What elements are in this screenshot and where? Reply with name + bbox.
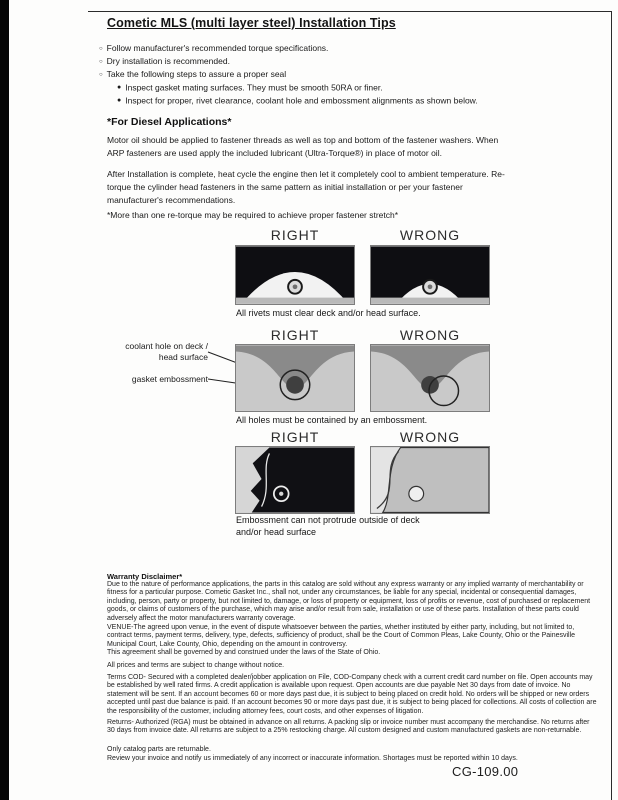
tip-item [99,68,286,82]
tip-sub-item [117,94,478,108]
dot-bullet-icon: ● [117,84,122,91]
circle-bullet-icon: ○ [99,45,103,52]
warranty-paragraph: This agreement shall be governed by and construed under the laws of the State of Ohio. [107,649,381,656]
warranty-paragraph: Returns- Authorized (RGA) must be obtained in advance on all returns. A packing slip or invoice number must accompany the merchandise. No returns after 30 days from invoice date. All returns are subject to a 25% restocking charge. All custom designed and custom manufactured gaskets are non-returnable. [107,719,590,735]
wrong-label: WRONG [399,227,461,243]
diagram-rivet-right [235,245,355,305]
warranty-paragraph: Only catalog parts are returnable. [107,746,211,753]
tip-item [99,42,328,56]
diagram-holes-wrong [370,344,490,412]
diesel-paragraph: Motor oil should be applied to fastener threads as well as top and bottom of the fastener washers. When ARP fasteners are used apply the included lubricant (Ultra-Torque®) in place of motor oil. [107,135,499,158]
tip-text: Inspect gasket mating surfaces. They must be smooth 50RA or finer. [125,82,383,93]
tip-sub-item [117,81,383,95]
tip-text: Take the following steps to assure a proper seal [106,69,287,79]
right-label: RIGHT [270,327,320,343]
diagram-embossment-right [235,446,355,514]
tip-item [99,55,230,69]
wrong-label: WRONG [399,429,461,445]
diagram-embossment-wrong [370,446,490,514]
warranty-heading: Warranty Disclaimer* [107,572,183,581]
warranty-paragraph: VENUE-The agreed upon venue, in the event of dispute whatsoever between the parties, whether instituted by either party, including, but not limited to, contract terms, payment terms, delivery, type, defects, sufficiency of product, shall be the Court of Common Pleas, Lake County, Ohio or the Painesville Municipal Court, Lake County, Ohio, depending on the amount in controversy. [107,624,576,648]
caption-embossment: Embossment can not protrude outside of deck [236,515,420,525]
tip-text: Follow manufacturer's recommended torque specifications. [106,43,329,53]
dot-bullet-icon: ● [117,97,122,104]
wrong-label: WRONG [399,327,461,343]
diesel-paragraph: *More than one re-torque may be required to achieve proper fastener stretch* [107,210,399,220]
tip-text: Dry installation is recommended. [106,56,230,66]
callout-gasket-embossment-label: gasket embossment [131,374,208,384]
diagram-holes-right [235,344,355,412]
caption-embossment: and/or head surface [236,527,317,537]
callout-coolant-hole-label: coolant hole on deck / head surface [125,341,208,362]
warranty-paragraph: Review your invoice and notify us immediately of any incorrect or inaccurate information. Shortages must be reported within 10 days. [107,754,518,762]
caption-rivets: All rivets must clear deck and/or head surface. [236,308,421,318]
diagram-rivet-wrong [370,245,490,305]
diesel-heading: *For Diesel Applications* [107,116,232,128]
warranty-paragraph: Terms COD- Secured with a completed dealer/jobber application on File, COD-Company check with a current credit card number on file. Open accounts may be established by well rated firms. A credit application is available upon request. Open accounts are due payable Net 30 days from date of invoice. No statement will be sent. If an account becomes 60 or more days past due, it is subject to being placed on credit hold. No orders will be shipped or new orders accepted until past due balance is paid. If an account becomes 90 or more days past due, it is subject to being placed for collections. All costs of collection are the responsibility of the customer, including attorney fees, court costs, and other expenses of litigation. [107,674,597,715]
right-label: RIGHT [270,227,320,243]
circle-bullet-icon: ○ [99,58,103,65]
left-black-strip [0,0,9,800]
page-code: CG-109.00 [452,764,519,779]
page-title: Cometic MLS (multi layer steel) Installation Tips [107,16,396,30]
warranty-paragraph: All prices and terms are subject to change without notice. [107,662,285,669]
tip-text: Inspect for proper, rivet clearance, coolant hole and embossment alignments as shown below. [125,95,478,106]
warranty-paragraph: Due to the nature of performance applications, the parts in this catalog are sold without any express warranty or any implied warranty of merchantability or fitness for a particular purpose. Cometic Gasket Inc., shall not, under any circumstances, be liable for any special, incidental or consequential damages, including, person, party or property, but not limited to, damage, or loss of property or equipment, loss of profits or revenue, cost of purchased or replacement goods, or claims of customers of the purchase, which may arise and/or result from sale, installation or use of these parts. Installation of these parts could adversely affect the motor manufacturers warranty coverage. [107,581,591,622]
diesel-paragraph: After Installation is complete, heat cycle the engine then let it completely cool to ambient temperature. Re-torque the cylinder head fasteners in the same pattern as initial installation or per your fastener manufacturer's recommendations. [107,169,505,205]
right-label: RIGHT [270,429,320,445]
caption-holes: All holes must be contained by an embossment. [236,415,428,425]
circle-bullet-icon: ○ [99,71,103,78]
